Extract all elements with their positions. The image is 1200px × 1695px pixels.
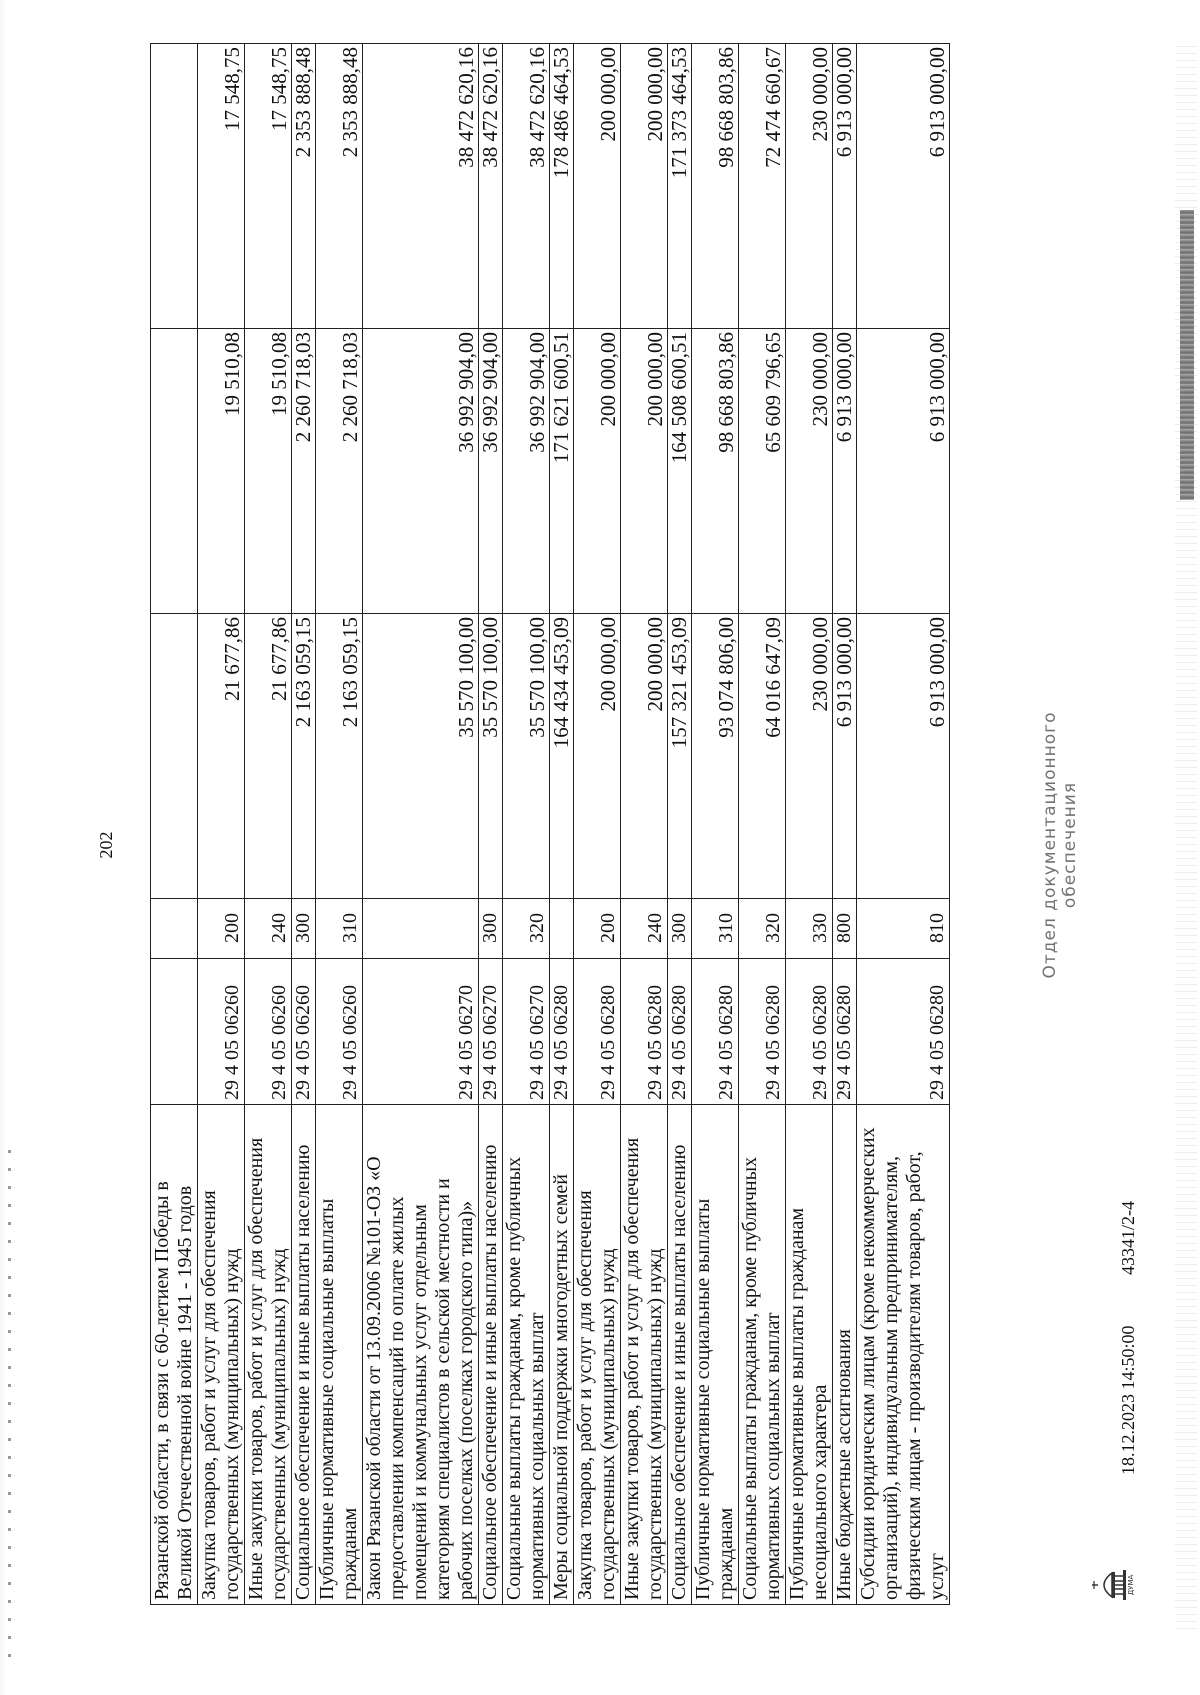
row-amount-2-cell: 2 260 718,03	[292, 329, 316, 614]
row-amount-1-cell: 35 570 100,00	[503, 614, 550, 899]
row-code-cell: 29 4 05 06260	[316, 959, 363, 1105]
table-row	[857, 44, 950, 1605]
row-name-cell: Закупка товаров, работ и услуг для обеспечения государственных (муниципальных) нужд	[574, 1105, 621, 1605]
row-amount-1-cell: 157 321 453,09	[668, 614, 692, 899]
row-name-cell: Социальное обеспечение и иные выплаты населению	[292, 1105, 316, 1605]
row-type-cell: 320	[503, 899, 550, 959]
row-code-cell	[151, 959, 198, 1105]
table-row	[503, 44, 550, 1605]
row-amount-2-cell: 19 510,08	[198, 329, 245, 614]
row-amount-3-cell: 6 913 000,00	[833, 44, 857, 329]
row-amount-2-cell: 36 992 904,00	[363, 329, 479, 614]
stamp-line-1: Отдел документационного	[1040, 711, 1060, 979]
row-amount-2-cell: 200 000,00	[574, 329, 621, 614]
row-amount-1-cell: 2 163 059,15	[292, 614, 316, 899]
row-amount-3-cell: 72 474 660,67	[739, 44, 786, 329]
row-amount-3-cell: 98 668 803,86	[692, 44, 739, 329]
row-amount-1-cell: 93 074 806,00	[692, 614, 739, 899]
row-amount-2-cell: 171 621 600,51	[550, 329, 574, 614]
row-amount-1-cell: 21 677,86	[245, 614, 292, 899]
row-amount-1-cell: 164 434 453,09	[550, 614, 574, 899]
row-type-cell	[363, 899, 479, 959]
row-name-cell: Закон Рязанской области от 13.09.2006 №101-ОЗ «О предоставлении компенсаций по оплате жилых помещений и коммунальных услуг отдельным категориям специалистов в сельской местности и рабочих поселках (поселках городского типа)»	[363, 1105, 479, 1605]
table-row	[574, 44, 621, 1605]
row-code-cell: 29 4 05 06280	[739, 959, 786, 1105]
row-amount-3-cell	[151, 44, 198, 329]
svg-text:ДУМА: ДУМА	[1127, 1574, 1135, 1596]
row-type-cell: 320	[739, 899, 786, 959]
row-amount-1-cell: 35 570 100,00	[479, 614, 503, 899]
row-code-cell: 29 4 05 06260	[245, 959, 292, 1105]
row-name-cell: Публичные нормативные социальные выплаты гражданам	[316, 1105, 363, 1605]
row-amount-3-cell: 17 548,75	[198, 44, 245, 329]
row-code-cell: 29 4 05 06270	[363, 959, 479, 1105]
page-number: 202	[96, 831, 116, 859]
row-amount-3-cell: 6 913 000,00	[857, 44, 950, 329]
row-type-cell: 800	[833, 899, 857, 959]
row-amount-3-cell: 200 000,00	[574, 44, 621, 329]
table-row	[479, 44, 503, 1605]
row-amount-2-cell: 230 000,00	[786, 329, 833, 614]
footer-date: 18.12.2023 14:50:00	[1118, 1325, 1138, 1475]
row-code-cell: 29 4 05 06280	[668, 959, 692, 1105]
row-amount-2-cell: 19 510,08	[245, 329, 292, 614]
row-amount-1-cell: 200 000,00	[574, 614, 621, 899]
row-name-cell: Иные закупки товаров, работ и услуг для обеспечения государственных (муниципальных) нужд	[245, 1105, 292, 1605]
table-row	[316, 44, 363, 1605]
row-code-cell: 29 4 05 06260	[198, 959, 245, 1105]
row-amount-2-cell: 98 668 803,86	[692, 329, 739, 614]
row-code-cell: 29 4 05 06280	[833, 959, 857, 1105]
row-name-cell: Публичные нормативные выплаты гражданам несоциального характера	[786, 1105, 833, 1605]
row-amount-1-cell	[151, 614, 198, 899]
row-amount-1-cell: 35 570 100,00	[363, 614, 479, 899]
row-name-cell: Закупка товаров, работ и услуг для обеспечения государственных (муниципальных) нужд	[198, 1105, 245, 1605]
row-amount-3-cell: 200 000,00	[621, 44, 668, 329]
footer-document-number: 43341/2-4	[1118, 1201, 1138, 1275]
row-amount-3-cell: 38 472 620,16	[503, 44, 550, 329]
row-amount-1-cell: 21 677,86	[198, 614, 245, 899]
row-type-cell	[151, 899, 198, 959]
row-amount-3-cell: 230 000,00	[786, 44, 833, 329]
row-amount-3-cell: 38 472 620,16	[363, 44, 479, 329]
row-code-cell: 29 4 05 06280	[692, 959, 739, 1105]
table-row	[786, 44, 833, 1605]
table-row	[621, 44, 668, 1605]
table-row	[550, 44, 574, 1605]
row-type-cell	[550, 899, 574, 959]
row-code-cell: 29 4 05 06280	[550, 959, 574, 1105]
row-amount-1-cell: 64 016 647,09	[739, 614, 786, 899]
row-amount-3-cell: 171 373 464,53	[668, 44, 692, 329]
row-amount-2-cell: 6 913 000,00	[857, 329, 950, 614]
row-type-cell: 200	[574, 899, 621, 959]
table-row	[292, 44, 316, 1605]
row-amount-2-cell: 200 000,00	[621, 329, 668, 614]
row-amount-2-cell: 164 508 600,51	[668, 329, 692, 614]
row-name-cell: Меры социальной поддержки многодетных семей	[550, 1105, 574, 1605]
department-stamp	[1040, 695, 1080, 995]
row-code-cell: 29 4 05 06280	[786, 959, 833, 1105]
table-row	[833, 44, 857, 1605]
row-amount-3-cell: 2 353 888,48	[316, 44, 363, 329]
row-amount-2-cell	[151, 329, 198, 614]
row-name-cell: Рязанской области, в связи с 60-летием Победы в Великой Отечественной войне 1941 - 1945 годов	[151, 1105, 198, 1605]
row-name-cell: Социальные выплаты гражданам, кроме публичных нормативных социальных выплат	[739, 1105, 786, 1605]
table-row	[692, 44, 739, 1605]
row-code-cell: 29 4 05 06280	[621, 959, 668, 1105]
row-name-cell: Социальные выплаты гражданам, кроме публичных нормативных социальных выплат	[503, 1105, 550, 1605]
row-amount-2-cell: 6 913 000,00	[833, 329, 857, 614]
row-type-cell: 810	[857, 899, 950, 959]
row-amount-1-cell: 6 913 000,00	[857, 614, 950, 899]
row-type-cell: 300	[292, 899, 316, 959]
row-type-cell: 300	[479, 899, 503, 959]
row-amount-2-cell: 36 992 904,00	[503, 329, 550, 614]
row-amount-1-cell: 200 000,00	[621, 614, 668, 899]
row-amount-1-cell: 2 163 059,15	[316, 614, 363, 899]
row-amount-2-cell: 65 609 796,65	[739, 329, 786, 614]
table-row	[245, 44, 292, 1605]
row-amount-3-cell: 38 472 620,16	[479, 44, 503, 329]
row-name-cell: Субсидии юридическим лицам (кроме некоммерческих организаций), индивидуальным предпринимателям, физическим лицам - производителям товаров, работ, услуг	[857, 1105, 950, 1605]
duma-logo-icon	[1090, 1567, 1134, 1603]
row-type-cell: 300	[668, 899, 692, 959]
row-code-cell: 29 4 05 06280	[857, 959, 950, 1105]
table-row	[151, 44, 198, 1605]
table-row	[363, 44, 479, 1605]
stamp-line-2: обеспечения	[1060, 781, 1080, 909]
row-type-cell: 310	[316, 899, 363, 959]
row-type-cell: 240	[621, 899, 668, 959]
row-type-cell: 240	[245, 899, 292, 959]
row-amount-2-cell: 2 260 718,03	[316, 329, 363, 614]
table-row	[668, 44, 692, 1605]
row-name-cell: Социальное обеспечение и иные выплаты населению	[479, 1105, 503, 1605]
row-code-cell: 29 4 05 06280	[574, 959, 621, 1105]
row-name-cell: Иные бюджетные ассигнования	[833, 1105, 857, 1605]
row-amount-3-cell: 2 353 888,48	[292, 44, 316, 329]
budget-table	[150, 43, 950, 1605]
row-amount-2-cell: 36 992 904,00	[479, 329, 503, 614]
row-amount-1-cell: 230 000,00	[786, 614, 833, 899]
table-row	[739, 44, 786, 1605]
row-amount-1-cell: 6 913 000,00	[833, 614, 857, 899]
table-row	[198, 44, 245, 1605]
row-code-cell: 29 4 05 06260	[292, 959, 316, 1105]
row-type-cell: 200	[198, 899, 245, 959]
row-type-cell: 310	[692, 899, 739, 959]
row-code-cell: 29 4 05 06270	[503, 959, 550, 1105]
row-code-cell: 29 4 05 06270	[479, 959, 503, 1105]
row-amount-3-cell: 17 548,75	[245, 44, 292, 329]
row-type-cell: 330	[786, 899, 833, 959]
row-name-cell: Иные закупки товаров, работ и услуг для обеспечения государственных (муниципальных) нужд	[621, 1105, 668, 1605]
row-name-cell: Публичные нормативные социальные выплаты гражданам	[692, 1105, 739, 1605]
row-name-cell: Социальное обеспечение и иные выплаты населению	[668, 1105, 692, 1605]
row-amount-3-cell: 178 486 464,53	[550, 44, 574, 329]
